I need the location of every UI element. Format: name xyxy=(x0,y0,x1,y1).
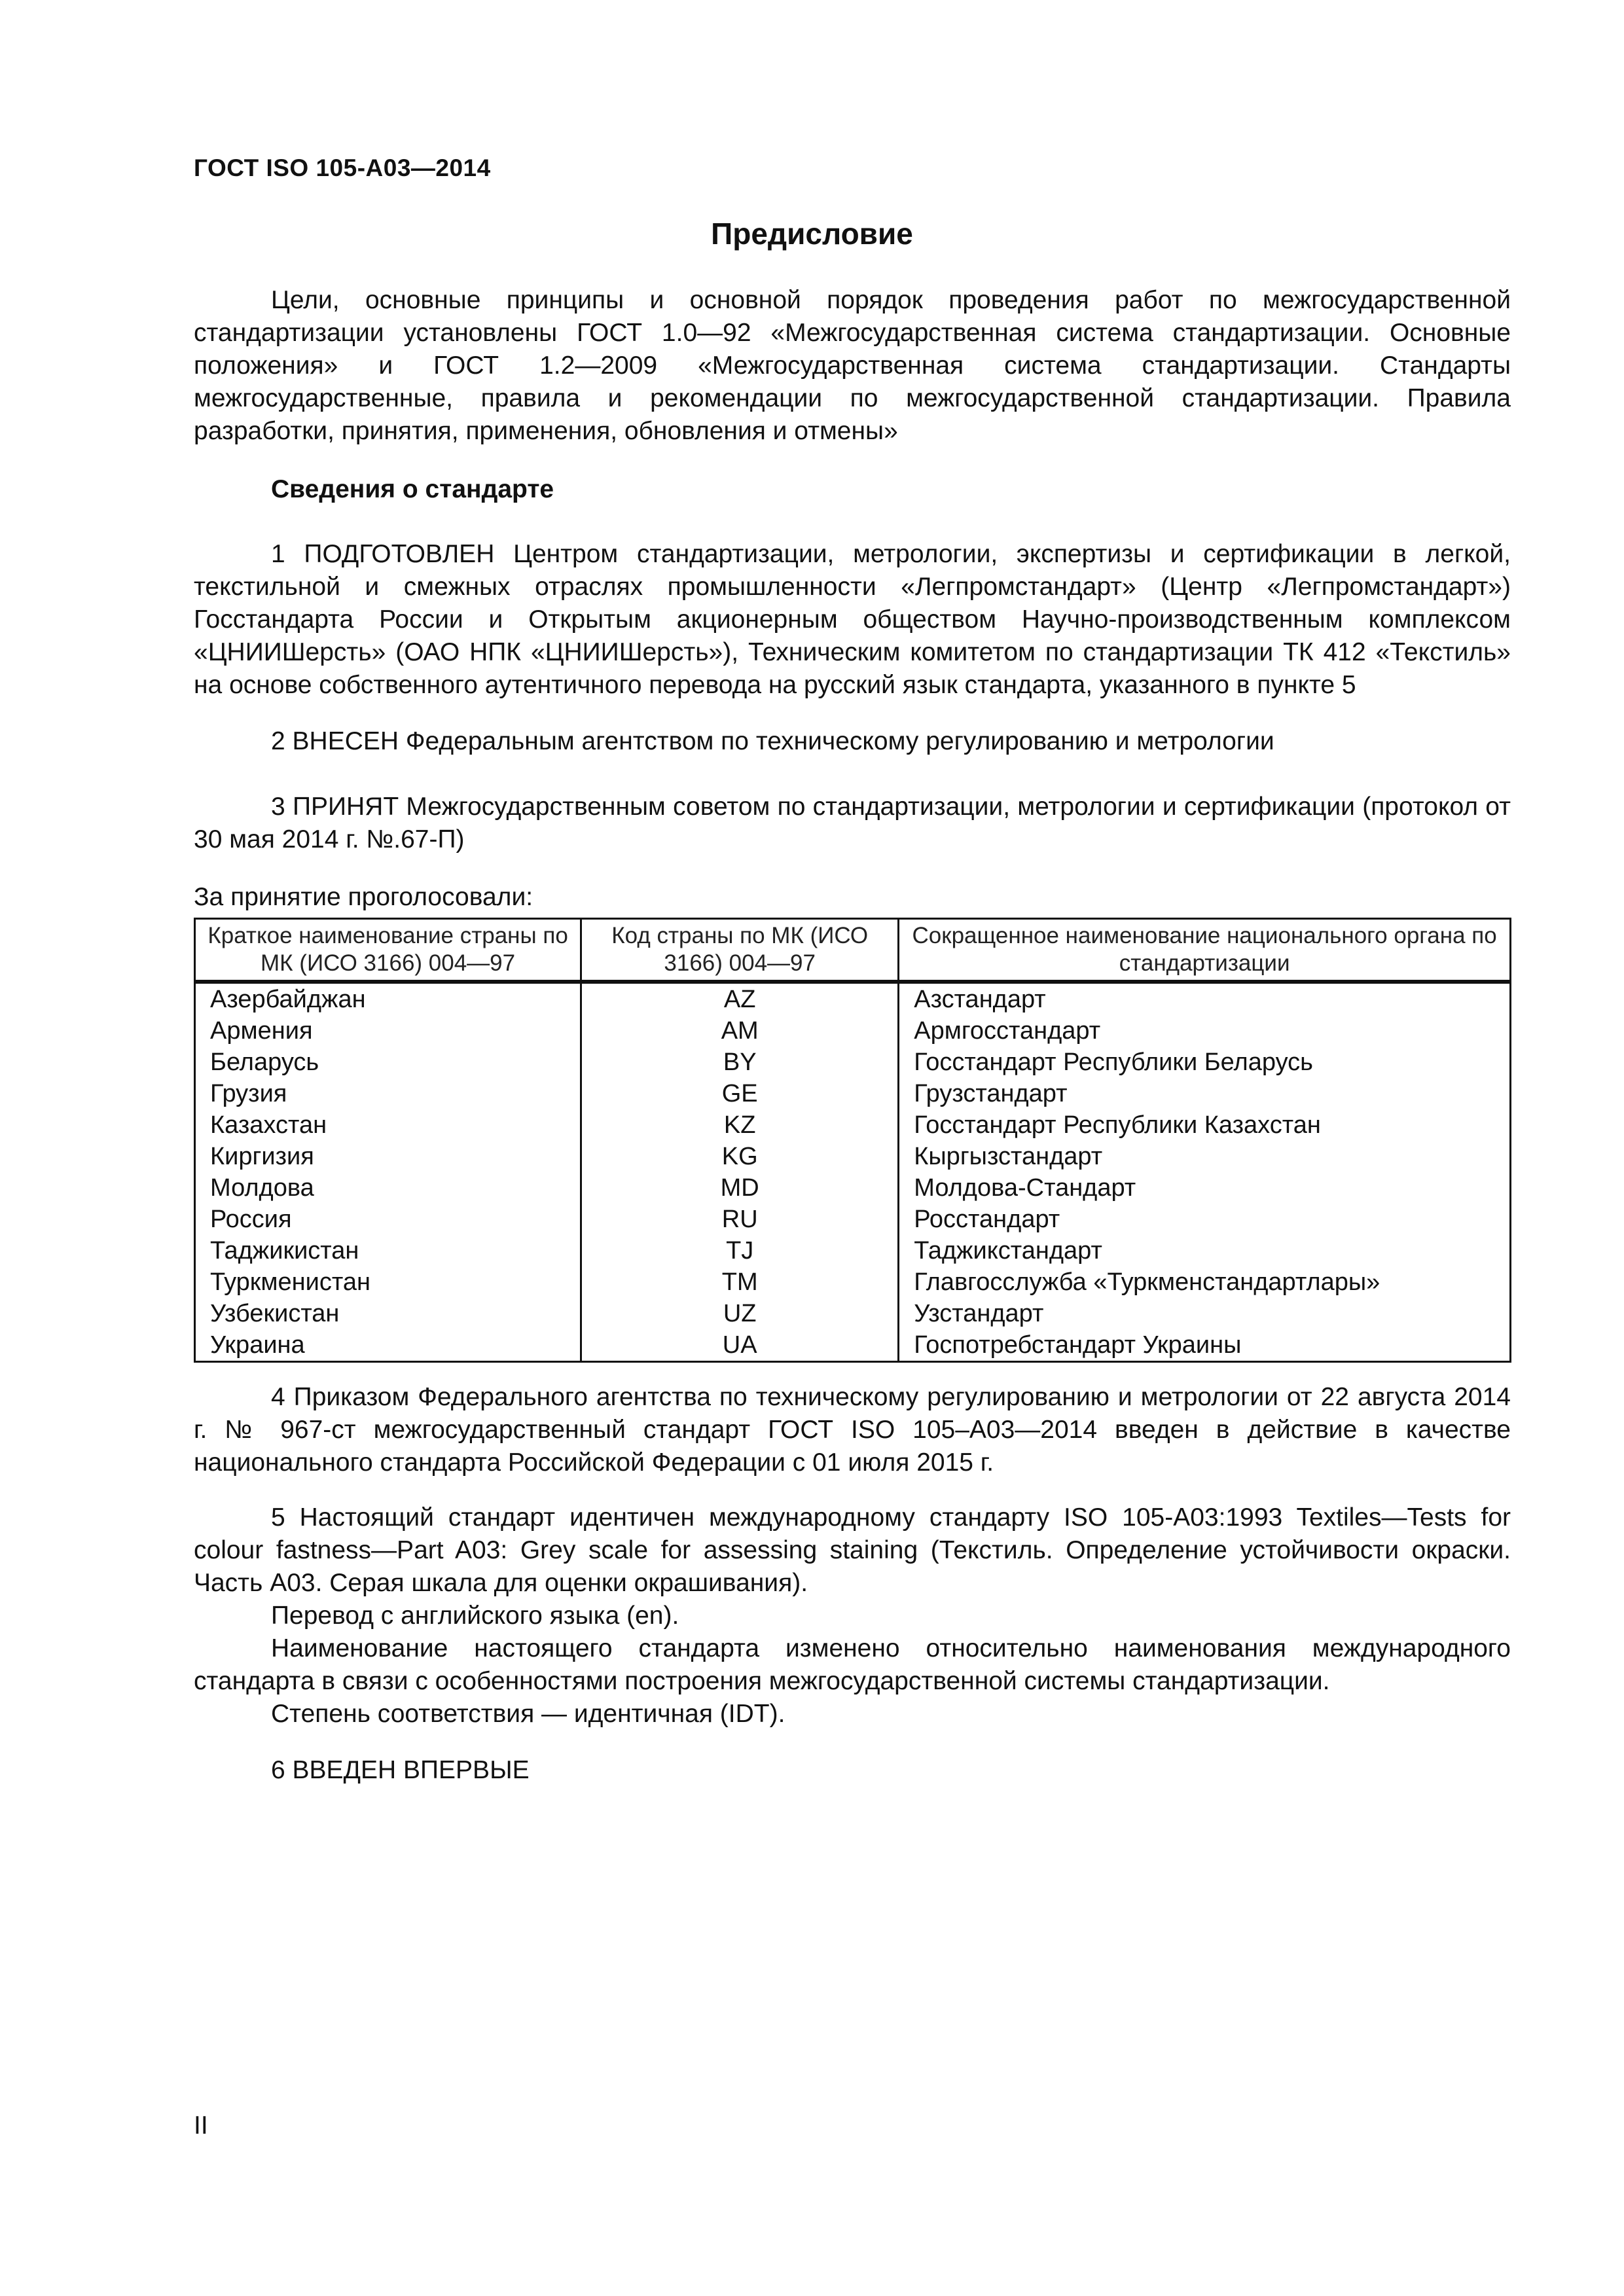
item-5-degree: Степень соответствия — идентичная (IDT). xyxy=(271,1700,785,1728)
item-4-paragraph: 4 Приказом Федерального агентства по техническому регулированию и метрологии от 22 августа 2014 г. № 967-ст межгосударственный стандарт ГОСТ ISO 105–A03—2014 введен в действие в качестве национального стандарта Российской Федерации с 01 июля 2015 г. xyxy=(194,1383,1511,1477)
code-cell: BY xyxy=(581,1047,899,1078)
code-cell: UA xyxy=(581,1329,899,1362)
member-countries-table xyxy=(194,918,1511,1363)
country-cell: Азербайджан xyxy=(195,982,581,1015)
table-row xyxy=(195,1047,1511,1078)
item-3-paragraph: 3 ПРИНЯТ Межгосударственным советом по стандартизации, метрологии и сертификации (протокол от 30 мая 2014 г. №.67-П) xyxy=(194,793,1511,853)
table-row xyxy=(195,1015,1511,1047)
code-cell: AM xyxy=(581,1015,899,1047)
code-cell: TM xyxy=(581,1266,899,1298)
table-row xyxy=(195,1078,1511,1109)
table-row xyxy=(195,1141,1511,1172)
table-row xyxy=(195,1204,1511,1235)
country-cell: Туркменистан xyxy=(195,1266,581,1298)
table-row xyxy=(195,1109,1511,1141)
code-cell: KZ xyxy=(581,1109,899,1141)
code-cell: GE xyxy=(581,1078,899,1109)
body-cell: Молдова-Стандарт xyxy=(899,1172,1511,1204)
body-cell: Азстандарт xyxy=(899,982,1511,1015)
code-cell: RU xyxy=(581,1204,899,1235)
body-cell: Главгосслужба «Туркменстандартлары» xyxy=(899,1266,1511,1298)
column-header-code: Код страны по МК (ИСО 3166) 004—97 xyxy=(581,919,899,982)
code-cell: AZ xyxy=(581,982,899,1015)
body-cell: Узстандарт xyxy=(899,1298,1511,1329)
item-1-paragraph: 1 ПОДГОТОВЛЕН Центром стандартизации, метрологии, экспертизы и сертификации в легкой, текстильной и смежных отраслях промышленности «Легпромстандарт» (Центр «Легпромстандарт») Госстандарта России и Открытым акционерным обществом Научно-производственным комплексом «ЦНИИШерсть» (ОАО НПК «ЦНИИШерсть»), Техническим комитетом по стандартизации ТК 412 «Текстиль» на основе собственного аутентичного перевода на русский язык стандарта, указанного в пункте 5 xyxy=(194,540,1511,699)
body-cell: Росстандарт xyxy=(899,1204,1511,1235)
table-row xyxy=(195,1172,1511,1204)
code-cell: TJ xyxy=(581,1235,899,1266)
code-cell: KG xyxy=(581,1141,899,1172)
item-6-paragraph: 6 ВВЕДЕН ВПЕРВЫЕ xyxy=(271,1756,530,1784)
item-2-paragraph: 2 ВНЕСЕН Федеральным агентством по техническому регулированию и метрологии xyxy=(271,727,1274,755)
table-row xyxy=(195,1235,1511,1266)
vote-caption: За принятие проголосовали: xyxy=(194,883,533,911)
column-header-body: Сокращенное наименование национального органа по стандартизации xyxy=(899,919,1511,982)
country-cell: Россия xyxy=(195,1204,581,1235)
country-cell: Киргизия xyxy=(195,1141,581,1172)
document-code-header: ГОСТ ISO 105-A03—2014 xyxy=(194,154,491,181)
table-row xyxy=(195,1298,1511,1329)
table-row xyxy=(195,982,1511,1015)
code-cell: MD xyxy=(581,1172,899,1204)
item-5-name-change: Наименование настоящего стандарта изменено относительно наименования международного стандарта в связи с особенностями построения межгосударственной системы стандартизации. xyxy=(194,1634,1511,1695)
country-cell: Армения xyxy=(195,1015,581,1047)
country-cell: Молдова xyxy=(195,1172,581,1204)
column-header-country: Краткое наименование страны по МК (ИСО 3166) 004—97 xyxy=(195,919,581,982)
intro-paragraph: Цели, основные принципы и основной порядок проведения работ по межгосударственной стандартизации установлены ГОСТ 1.0—92 «Межгосударственная система стандартизации. Основные положения» и ГОСТ 1.2—2009 «Межгосударственная система стандартизации. Стандарты межгосударственные, правила и рекомендации по межгосударственной стандартизации. Правила разработки, принятия, применения, обновления и отмены» xyxy=(194,286,1511,445)
table-row xyxy=(195,1329,1511,1362)
body-cell: Госпотребстандарт Украины xyxy=(899,1329,1511,1362)
body-cell: Таджикстандарт xyxy=(899,1235,1511,1266)
body-cell: Грузстандарт xyxy=(899,1078,1511,1109)
table-row xyxy=(195,1266,1511,1298)
country-cell: Беларусь xyxy=(195,1047,581,1078)
country-cell: Таджикистан xyxy=(195,1235,581,1266)
table-header-row xyxy=(195,919,1511,982)
country-cell: Казахстан xyxy=(195,1109,581,1141)
body-cell: Госстандарт Республики Казахстан xyxy=(899,1109,1511,1141)
info-heading: Сведения о стандарте xyxy=(271,475,554,503)
body-cell: Госстандарт Республики Беларусь xyxy=(899,1047,1511,1078)
item-5-paragraph: 5 Настоящий стандарт идентичен международному стандарту ISO 105-A03:1993 Textiles—Tests for colour fastness—Part A03: Grey scale for assessing staining (Текстиль. Определение устойчивости окраски. Часть А03. Серая шкала для оценки окрашивания). xyxy=(194,1503,1511,1597)
page-number: II xyxy=(194,2111,208,2140)
body-cell: Армгосстандарт xyxy=(899,1015,1511,1047)
country-cell: Грузия xyxy=(195,1078,581,1109)
item-5-translation: Перевод с английского языка (en). xyxy=(271,1602,679,1630)
body-cell: Кыргызстандарт xyxy=(899,1141,1511,1172)
country-cell: Украина xyxy=(195,1329,581,1362)
code-cell: UZ xyxy=(581,1298,899,1329)
page-title: Предисловие xyxy=(711,217,913,251)
country-cell: Узбекистан xyxy=(195,1298,581,1329)
